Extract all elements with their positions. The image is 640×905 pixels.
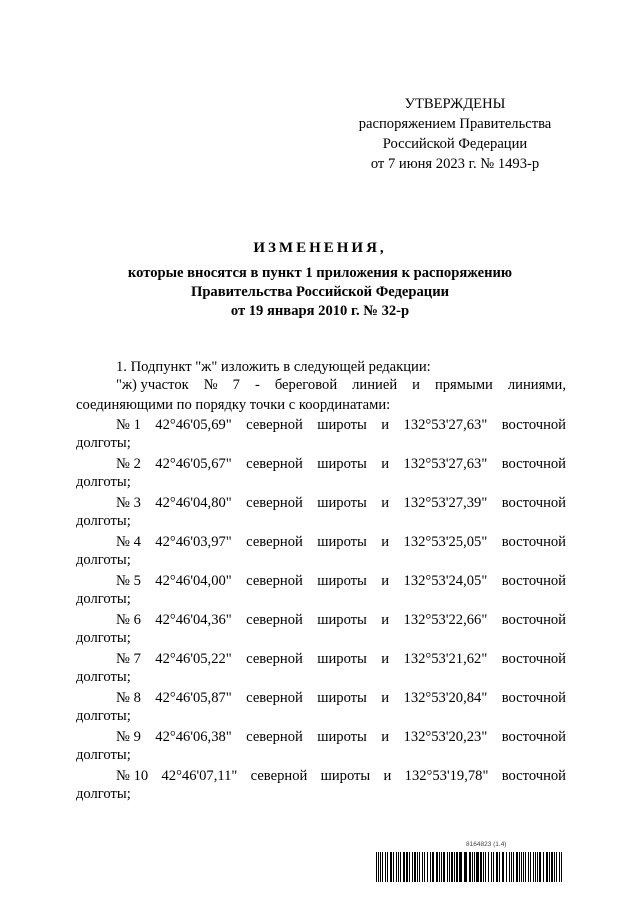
latitude-direction: северной — [246, 495, 303, 511]
barcode-bar — [519, 852, 520, 882]
point-number: № 9 — [116, 729, 141, 745]
latitude-direction: северной — [246, 690, 303, 706]
point-row — [116, 612, 566, 629]
point-number: № 1 — [116, 417, 141, 433]
barcode-bar — [502, 852, 504, 882]
barcode-bar — [432, 852, 434, 882]
approval-line: Российской Федерации — [382, 136, 528, 152]
barcode-bar — [396, 852, 397, 882]
barcode-bar — [464, 852, 467, 882]
barcode-bar — [382, 852, 383, 882]
point-row — [116, 690, 566, 707]
point-number: № 3 — [116, 495, 141, 511]
barcode-bar — [549, 852, 550, 882]
barcode-bar — [385, 852, 386, 882]
lead-word: линией — [352, 377, 398, 393]
conjunction: и — [381, 456, 390, 472]
subtitle-line: Правительства Российской Федерации — [190, 284, 450, 300]
barcode-bar — [539, 852, 541, 882]
barcode-bar — [493, 852, 494, 882]
barcode-bar — [376, 852, 377, 882]
barcode-bar — [454, 852, 455, 882]
barcode-bar — [456, 852, 458, 882]
point-row — [116, 417, 566, 434]
point-row — [116, 729, 566, 746]
barcode-bar — [480, 852, 482, 882]
longitude-direction: восточной — [501, 612, 566, 628]
point-latitude: 42°46'05,69" — [155, 417, 232, 433]
point-continuation: долготы; — [76, 630, 131, 646]
latitude-word: широты — [317, 456, 367, 472]
point-longitude: 132°53'21,62" — [403, 651, 488, 667]
barcode-bar — [417, 852, 418, 882]
barcode-bar — [414, 852, 416, 882]
conjunction: и — [381, 534, 390, 550]
latitude-direction: северной — [246, 729, 303, 745]
longitude-direction: восточной — [501, 417, 566, 433]
barcode-bar — [521, 852, 522, 882]
point-longitude: 132°53'22,66" — [403, 612, 488, 628]
barcode — [376, 852, 566, 882]
barcode-bar — [441, 852, 442, 882]
longitude-direction: восточной — [501, 495, 566, 511]
subtitle-line: которые вносятся в пункт 1 приложения к распоряжению — [127, 265, 513, 281]
barcode-bar — [546, 852, 548, 882]
point-latitude: 42°46'04,36" — [155, 612, 232, 628]
longitude-direction: восточной — [501, 456, 566, 472]
barcode-number: 8164823 (1.4) — [466, 841, 507, 848]
barcode-bar — [511, 852, 512, 882]
point-row — [116, 534, 566, 551]
barcode-bar — [447, 852, 448, 882]
barcode-bar — [393, 852, 394, 882]
barcode-bar — [537, 852, 538, 882]
latitude-word: широты — [317, 573, 367, 589]
latitude-word: широты — [317, 651, 367, 667]
point-continuation: долготы; — [76, 513, 131, 529]
barcode-bar — [523, 852, 524, 882]
intro-paragraph: 1. Подпункт "ж" изложить в следующей редакции: — [116, 359, 431, 375]
barcode-bar — [459, 852, 462, 882]
point-continuation: долготы; — [76, 435, 131, 451]
barcode-bar — [390, 852, 392, 882]
latitude-direction: северной — [246, 456, 303, 472]
point-row — [116, 495, 566, 512]
barcode-bar — [554, 852, 555, 882]
barcode-bar — [528, 852, 529, 882]
longitude-direction: восточной — [501, 768, 566, 784]
barcode-bar — [474, 852, 475, 882]
barcode-bar — [419, 852, 420, 882]
point-row — [116, 768, 566, 785]
point-continuation: долготы; — [76, 786, 131, 802]
conjunction: и — [383, 768, 392, 784]
latitude-direction: северной — [250, 768, 308, 784]
point-number: № 2 — [116, 456, 141, 472]
lead-word: и — [412, 377, 420, 393]
lead-continuation: соединяющими по порядку точки с координатами: — [76, 397, 391, 413]
barcode-bar — [543, 852, 544, 882]
subtitle-line: от 19 января 2010 г. № 32-р — [230, 303, 410, 319]
point-longitude: 132°53'27,63" — [403, 417, 488, 433]
point-number: № 10 — [116, 768, 149, 784]
lead-line — [116, 377, 566, 394]
conjunction: и — [381, 651, 390, 667]
lead-word: прямыми — [434, 377, 493, 393]
point-latitude: 42°46'05,22" — [155, 651, 232, 667]
barcode-bar — [451, 852, 453, 882]
point-longitude: 132°53'19,78" — [404, 768, 489, 784]
point-latitude: 42°46'04,80" — [155, 495, 232, 511]
barcode-bar — [378, 852, 379, 882]
point-longitude: 132°53'27,39" — [403, 495, 488, 511]
approval-heading: УТВЕРЖДЕНЫ — [404, 96, 506, 112]
barcode-bar — [422, 852, 423, 882]
point-longitude: 132°53'25,05" — [403, 534, 488, 550]
barcode-bar — [400, 852, 401, 882]
barcode-bar — [398, 852, 399, 882]
point-number: № 5 — [116, 573, 141, 589]
point-longitude: 132°53'24,05" — [403, 573, 488, 589]
point-number: № 6 — [116, 612, 141, 628]
point-number: № 8 — [116, 690, 141, 706]
point-longitude: 132°53'20,23" — [403, 729, 488, 745]
conjunction: и — [381, 495, 390, 511]
barcode-bar — [430, 852, 431, 882]
barcode-bar — [525, 852, 526, 882]
approval-date: от 7 июня 2023 г. № 1493-р — [370, 156, 540, 172]
point-row — [116, 456, 566, 473]
barcode-bar — [533, 852, 534, 882]
barcode-bar — [551, 852, 553, 882]
point-number: № 4 — [116, 534, 141, 550]
point-continuation: долготы; — [76, 474, 131, 490]
barcode-bar — [535, 852, 536, 882]
barcode-bar — [556, 852, 557, 882]
barcode-bar — [380, 852, 381, 882]
longitude-direction: восточной — [501, 534, 566, 550]
latitude-word: широты — [317, 495, 367, 511]
barcode-bar — [476, 852, 479, 882]
point-number: № 7 — [116, 651, 141, 667]
approval-block — [350, 94, 560, 174]
conjunction: и — [381, 417, 390, 433]
barcode-bar — [472, 852, 473, 882]
conjunction: и — [381, 573, 390, 589]
point-latitude: 42°46'05,67" — [155, 456, 232, 472]
conjunction: и — [381, 729, 390, 745]
longitude-direction: восточной — [501, 729, 566, 745]
longitude-direction: восточной — [501, 690, 566, 706]
point-row — [116, 651, 566, 668]
lead-word: береговой — [274, 377, 338, 393]
barcode-bar — [409, 852, 410, 882]
barcode-bar — [509, 852, 510, 882]
point-row — [116, 573, 566, 590]
lead-word: 7 — [232, 377, 240, 393]
latitude-direction: северной — [246, 417, 303, 433]
barcode-bar — [483, 852, 484, 882]
barcode-bar — [427, 852, 428, 882]
barcode-bar — [499, 852, 500, 882]
point-continuation: долготы; — [76, 669, 131, 685]
barcode-bar — [387, 852, 388, 882]
latitude-direction: северной — [246, 573, 303, 589]
conjunction: и — [381, 612, 390, 628]
point-latitude: 42°46'05,87" — [155, 690, 232, 706]
point-continuation: долготы; — [76, 552, 131, 568]
latitude-word: широты — [317, 690, 367, 706]
approval-line: распоряжением Правительства — [358, 116, 552, 132]
point-longitude: 132°53'27,63" — [403, 456, 488, 472]
barcode-bar — [469, 852, 471, 882]
barcode-bar — [561, 852, 562, 882]
barcode-bar — [516, 852, 518, 882]
point-longitude: 132°53'20,84" — [403, 690, 488, 706]
barcode-bar — [436, 852, 438, 882]
latitude-direction: северной — [246, 651, 303, 667]
barcode-bar — [403, 852, 405, 882]
barcode-bar — [506, 852, 507, 882]
barcode-bar — [485, 852, 486, 882]
point-continuation: долготы; — [76, 747, 131, 763]
latitude-word: широты — [317, 612, 367, 628]
barcode-bar — [559, 852, 560, 882]
document-title: ИЗМЕНЕНИЯ, — [253, 240, 387, 256]
conjunction: и — [381, 690, 390, 706]
barcode-bar — [412, 852, 413, 882]
barcode-bar — [530, 852, 531, 882]
latitude-word: широты — [317, 534, 367, 550]
latitude-direction: северной — [246, 534, 303, 550]
longitude-direction: восточной — [501, 651, 566, 667]
barcode-bar — [496, 852, 498, 882]
lead-word: линиями, — [507, 377, 566, 393]
lead-word: - — [254, 377, 260, 393]
barcode-bar — [513, 852, 514, 882]
latitude-word: широты — [317, 417, 367, 433]
barcode-bar — [491, 852, 492, 882]
lead-word: "ж) участок — [116, 377, 189, 393]
document-subtitle — [0, 264, 640, 321]
barcode-bar — [488, 852, 489, 882]
barcode-bar — [439, 852, 440, 882]
point-latitude: 42°46'04,00" — [155, 573, 232, 589]
latitude-word: широты — [320, 768, 371, 784]
barcode-bar — [449, 852, 450, 882]
point-continuation: долготы; — [76, 591, 131, 607]
barcode-bar — [406, 852, 408, 882]
point-continuation: долготы; — [76, 708, 131, 724]
point-latitude: 42°46'06,38" — [155, 729, 232, 745]
latitude-direction: северной — [246, 612, 303, 628]
barcode-bar — [443, 852, 445, 882]
point-latitude: 42°46'03,97" — [155, 534, 232, 550]
point-latitude: 42°46'07,11" — [161, 768, 238, 784]
barcode-bar — [424, 852, 425, 882]
longitude-direction: восточной — [501, 573, 566, 589]
lead-word: № — [203, 377, 218, 393]
latitude-word: широты — [317, 729, 367, 745]
